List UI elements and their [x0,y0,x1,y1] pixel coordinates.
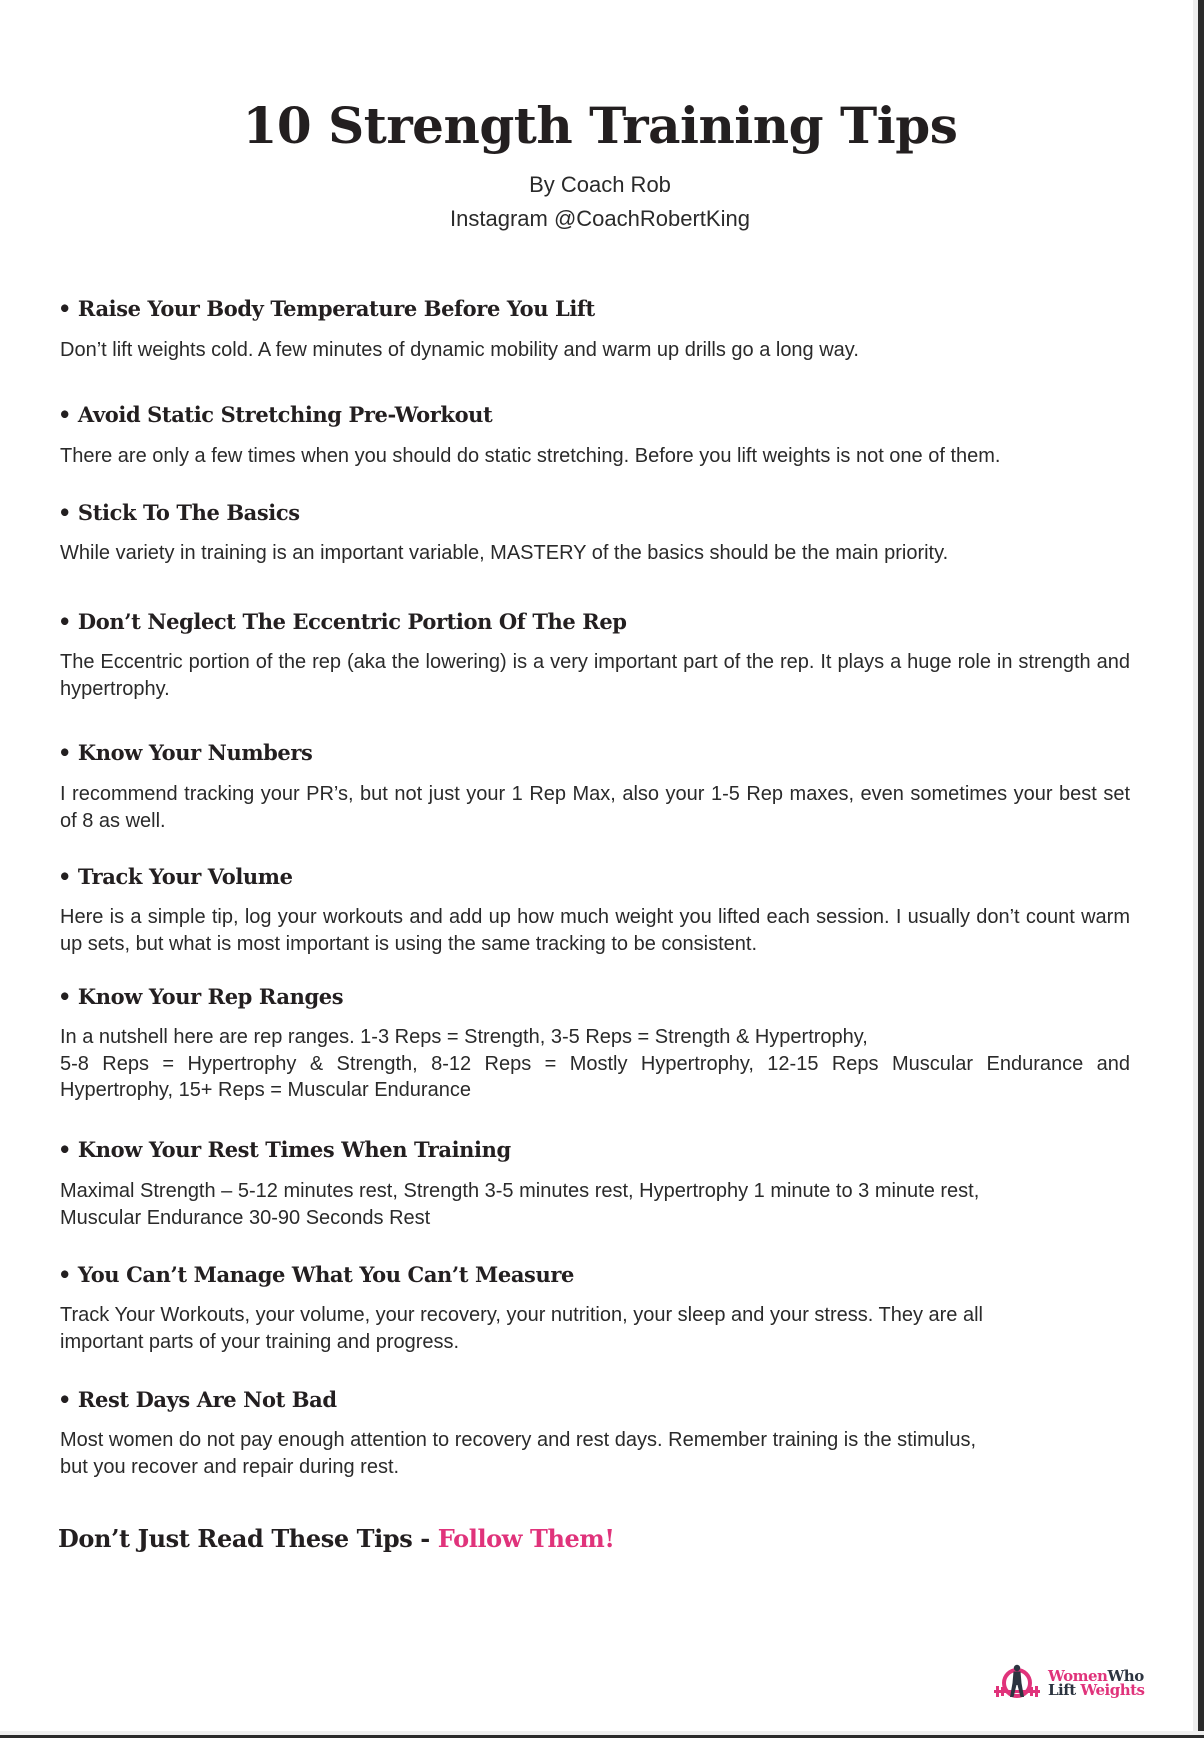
call-to-action [58,1524,615,1553]
logo-word-lift: Lift [1048,1681,1081,1699]
tip-heading-10: • Rest Days Are Not Bad [58,1387,337,1412]
cta-lead: Don’t Just Read These Tips - [58,1524,438,1553]
tip-body-line: Maximal Strength – 5-12 minutes rest, Strength 3-5 minutes rest, Hypertrophy 1 minute to 3 minute rest, [60,1180,980,1202]
tip-body-8 [60,1178,1130,1231]
tip-heading-4: • Don’t Neglect The Eccentric Portion Of The Rep [58,609,627,634]
logo-word-who: Who [1107,1667,1144,1685]
tip-heading-3: • Stick To The Basics [58,500,300,525]
byline: By Coach Rob [529,172,671,197]
tip-body-line: While variety in training is an important variable, MASTERY of the basics should be the main priority. [60,542,949,564]
tip-heading-9: • You Can’t Manage What You Can’t Measure [58,1262,574,1287]
tip-body-line: Don’t lift weights cold. A few minutes of dynamic mobility and warm up drills go a long way. [60,339,859,361]
tip-body-line: Track Your Workouts, your volume, your recovery, your nutrition, your sleep and your stress. They are all [60,1304,983,1326]
tip-heading-1: • Raise Your Body Temperature Before You Lift [58,296,595,321]
tip-heading-5: • Know Your Numbers [58,740,313,765]
tip-body-3 [60,540,1130,567]
tip-body-line: 5-8 Reps = Hypertrophy & Strength, 8-12 Reps = Mostly Hypertrophy, 12-15 Reps Muscular Endurance and Hypertrophy, 15+ Reps = Muscular Endurance [60,1052,1130,1101]
instagram-handle: Instagram @CoachRobertKing [450,206,750,231]
logo-word-weights: Weights [1080,1681,1145,1699]
tip-body-6: Here is a simple tip, log your workouts and add up how much weight you lifted each session. I usually don’t count warm up sets, but what is most important is using the same tracking to be consistent. [60,906,1130,955]
logo-word-women: Women [1048,1667,1108,1685]
tip-body-2 [60,443,1130,470]
tip-heading-8: • Know Your Rest Times When Training [58,1137,511,1162]
page-title: 10 Strength Training Tips [242,96,958,155]
tip-body-1 [60,337,1130,364]
tip-body-9 [60,1302,1130,1355]
tip-body-line: Muscular Endurance 30-90 Seconds Rest [60,1206,431,1229]
tip-body-line: In a nutshell here are rep ranges. 1-3 Reps = Strength, 3-5 Reps = Strength & Hypertrophy, [60,1026,868,1048]
tip-body-10 [60,1427,1130,1480]
tip-body-7 [60,1024,1130,1104]
tip-heading-6: • Track Your Volume [58,864,293,889]
woman-lifter-barbell-icon [992,1663,1042,1703]
tip-body-line: but you recover and repair during rest. [60,1455,400,1478]
tip-body-line: There are only a few times when you should do static stretching. Before you lift weights is not one of them. [60,445,1001,467]
logo-wordmark [1048,1669,1145,1697]
brand-logo [992,1660,1162,1706]
tip-body-4: The Eccentric portion of the rep (aka the lowering) is a very important part of the rep. It plays a huge role in strength and hypertrophy. [60,651,1130,700]
tip-heading-2: • Avoid Static Stretching Pre-Workout [58,402,493,427]
page-edge-right [1198,0,1204,1738]
tip-heading-7: • Know Your Rep Ranges [58,984,344,1009]
tip-body-5: I recommend tracking your PR’s, but not just your 1 Rep Max, also your 1-5 Rep maxes, even sometimes your best set of 8 as well. [60,783,1130,832]
tip-body-line: important parts of your training and progress. [60,1330,460,1353]
tip-body-line: Most women do not pay enough attention to recovery and rest days. Remember training is the stimulus, [60,1429,977,1451]
cta-accent: Follow Them! [437,1524,615,1553]
